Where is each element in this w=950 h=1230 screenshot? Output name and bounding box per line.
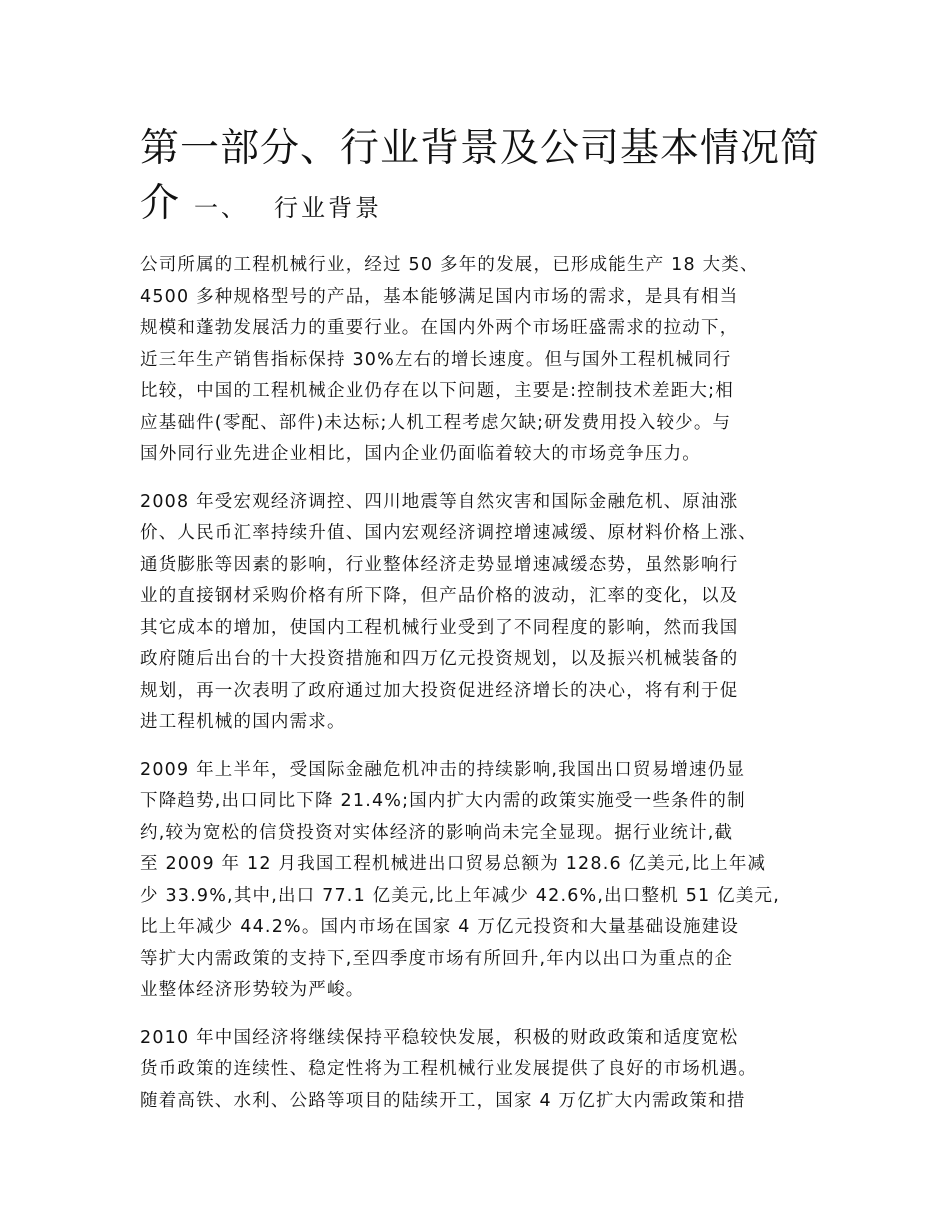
text-line: 至 2009 年 12 月我国工程机械进出口贸易总额为 128.6 亿美元,比上年减 <box>140 854 767 874</box>
paragraph-3 <box>140 755 830 1007</box>
chapter-title-end: 介 <box>140 181 181 226</box>
text-line: 货币政策的连续性、稳定性将为工程机械行业发展提供了良好的市场机遇。 <box>140 1059 758 1079</box>
text-line: 业的直接钢材采购价格有所下降，但产品价格的波动，汇率的变化，以及 <box>140 586 739 606</box>
text-line: 少 33.9%,其中,出口 77.1 亿美元,比上年减少 42.6%,出口整机 51 亿美元, <box>140 885 781 906</box>
text-line: 规划，再一次表明了政府通过加大投资促进经济增长的决心，将有利于促 <box>140 680 739 701</box>
text-line: 4500 多种规格型号的产品，基本能够满足国内市场的需求，是具有相当 <box>140 286 739 307</box>
text-line: 国外同行业先进企业相比，国内企业仍面临着较大的市场竞争压力。 <box>140 444 701 464</box>
text-line: 2008 年受宏观经济调控、四川地震等自然灾害和国际金融危机、原油涨 <box>140 491 739 512</box>
paragraph-1 <box>140 250 830 471</box>
paragraph-2 <box>140 487 830 739</box>
title-continuation <box>140 176 830 232</box>
section-title: 行业背景 <box>274 194 383 222</box>
text-line: 政府随后出台的十大投资措施和四万亿元投资规划，以及振兴机械装备的 <box>140 649 739 669</box>
text-line: 比较，中国的工程机械企业仍存在以下问题，主要是:控制技术差距大;相 <box>140 381 734 401</box>
text-line: 等扩大内需政策的支持下,至四季度市场有所回升,年内以出口为重点的企 <box>140 948 734 969</box>
paragraph-4 <box>140 1023 830 1118</box>
text-line: 价、人民币汇率持续升值、国内宏观经济调控增速减缓、原材料价格上涨、 <box>140 523 758 543</box>
text-line: 近三年生产销售指标保持 30%左右的增长速度。但与国外工程机械同行 <box>140 349 732 370</box>
text-line: 其它成本的增加，使国内工程机械行业受到了不同程度的影响，然而我国 <box>140 617 739 638</box>
text-line: 进工程机械的国内需求。 <box>140 712 346 732</box>
section-number: 一、 <box>194 194 249 222</box>
text-line: 业整体经济形势较为严峻。 <box>140 980 365 1000</box>
text-line: 下降趋势,出口同比下降 21.4%;国内扩大内需的政策实施受一些条件的制 <box>140 791 746 811</box>
text-line: 规模和蓬勃发展活力的重要行业。在国内外两个市场旺盛需求的拉动下， <box>140 318 739 338</box>
text-line: 公司所属的工程机械行业，经过 50 多年的发展，已形成能生产 18 大类、 <box>140 255 759 275</box>
text-line: 随着高铁、水利、公路等项目的陆续开工，国家 4 万亿扩大内需政策和措 <box>140 1090 746 1111</box>
document-page <box>140 122 830 1117</box>
chapter-title: 第一部分、行业背景及公司基本情况简 <box>140 126 821 171</box>
text-line: 通货膨胀等因素的影响，行业整体经济走势显增速减缓态势，虽然影响行 <box>140 554 739 575</box>
text-line: 2010 年中国经济将继续保持平稳较快发展，积极的财政政策和适度宽松 <box>140 1027 739 1048</box>
text-line: 比上年减少 44.2%。国内市场在国家 4 万亿元投资和大量基础设施建设 <box>140 917 740 937</box>
text-line: 2009 年上半年，受国际金融危机冲击的持续影响,我国出口贸易增速仍显 <box>140 759 746 780</box>
text-line: 约,较为宽松的信贷投资对实体经济的影响尚未完全显现。据行业统计,截 <box>140 822 734 843</box>
text-line: 应基础件(零配、部件)未达标;人机工程考虑欠缺;研发费用投入较少。与 <box>140 412 732 433</box>
